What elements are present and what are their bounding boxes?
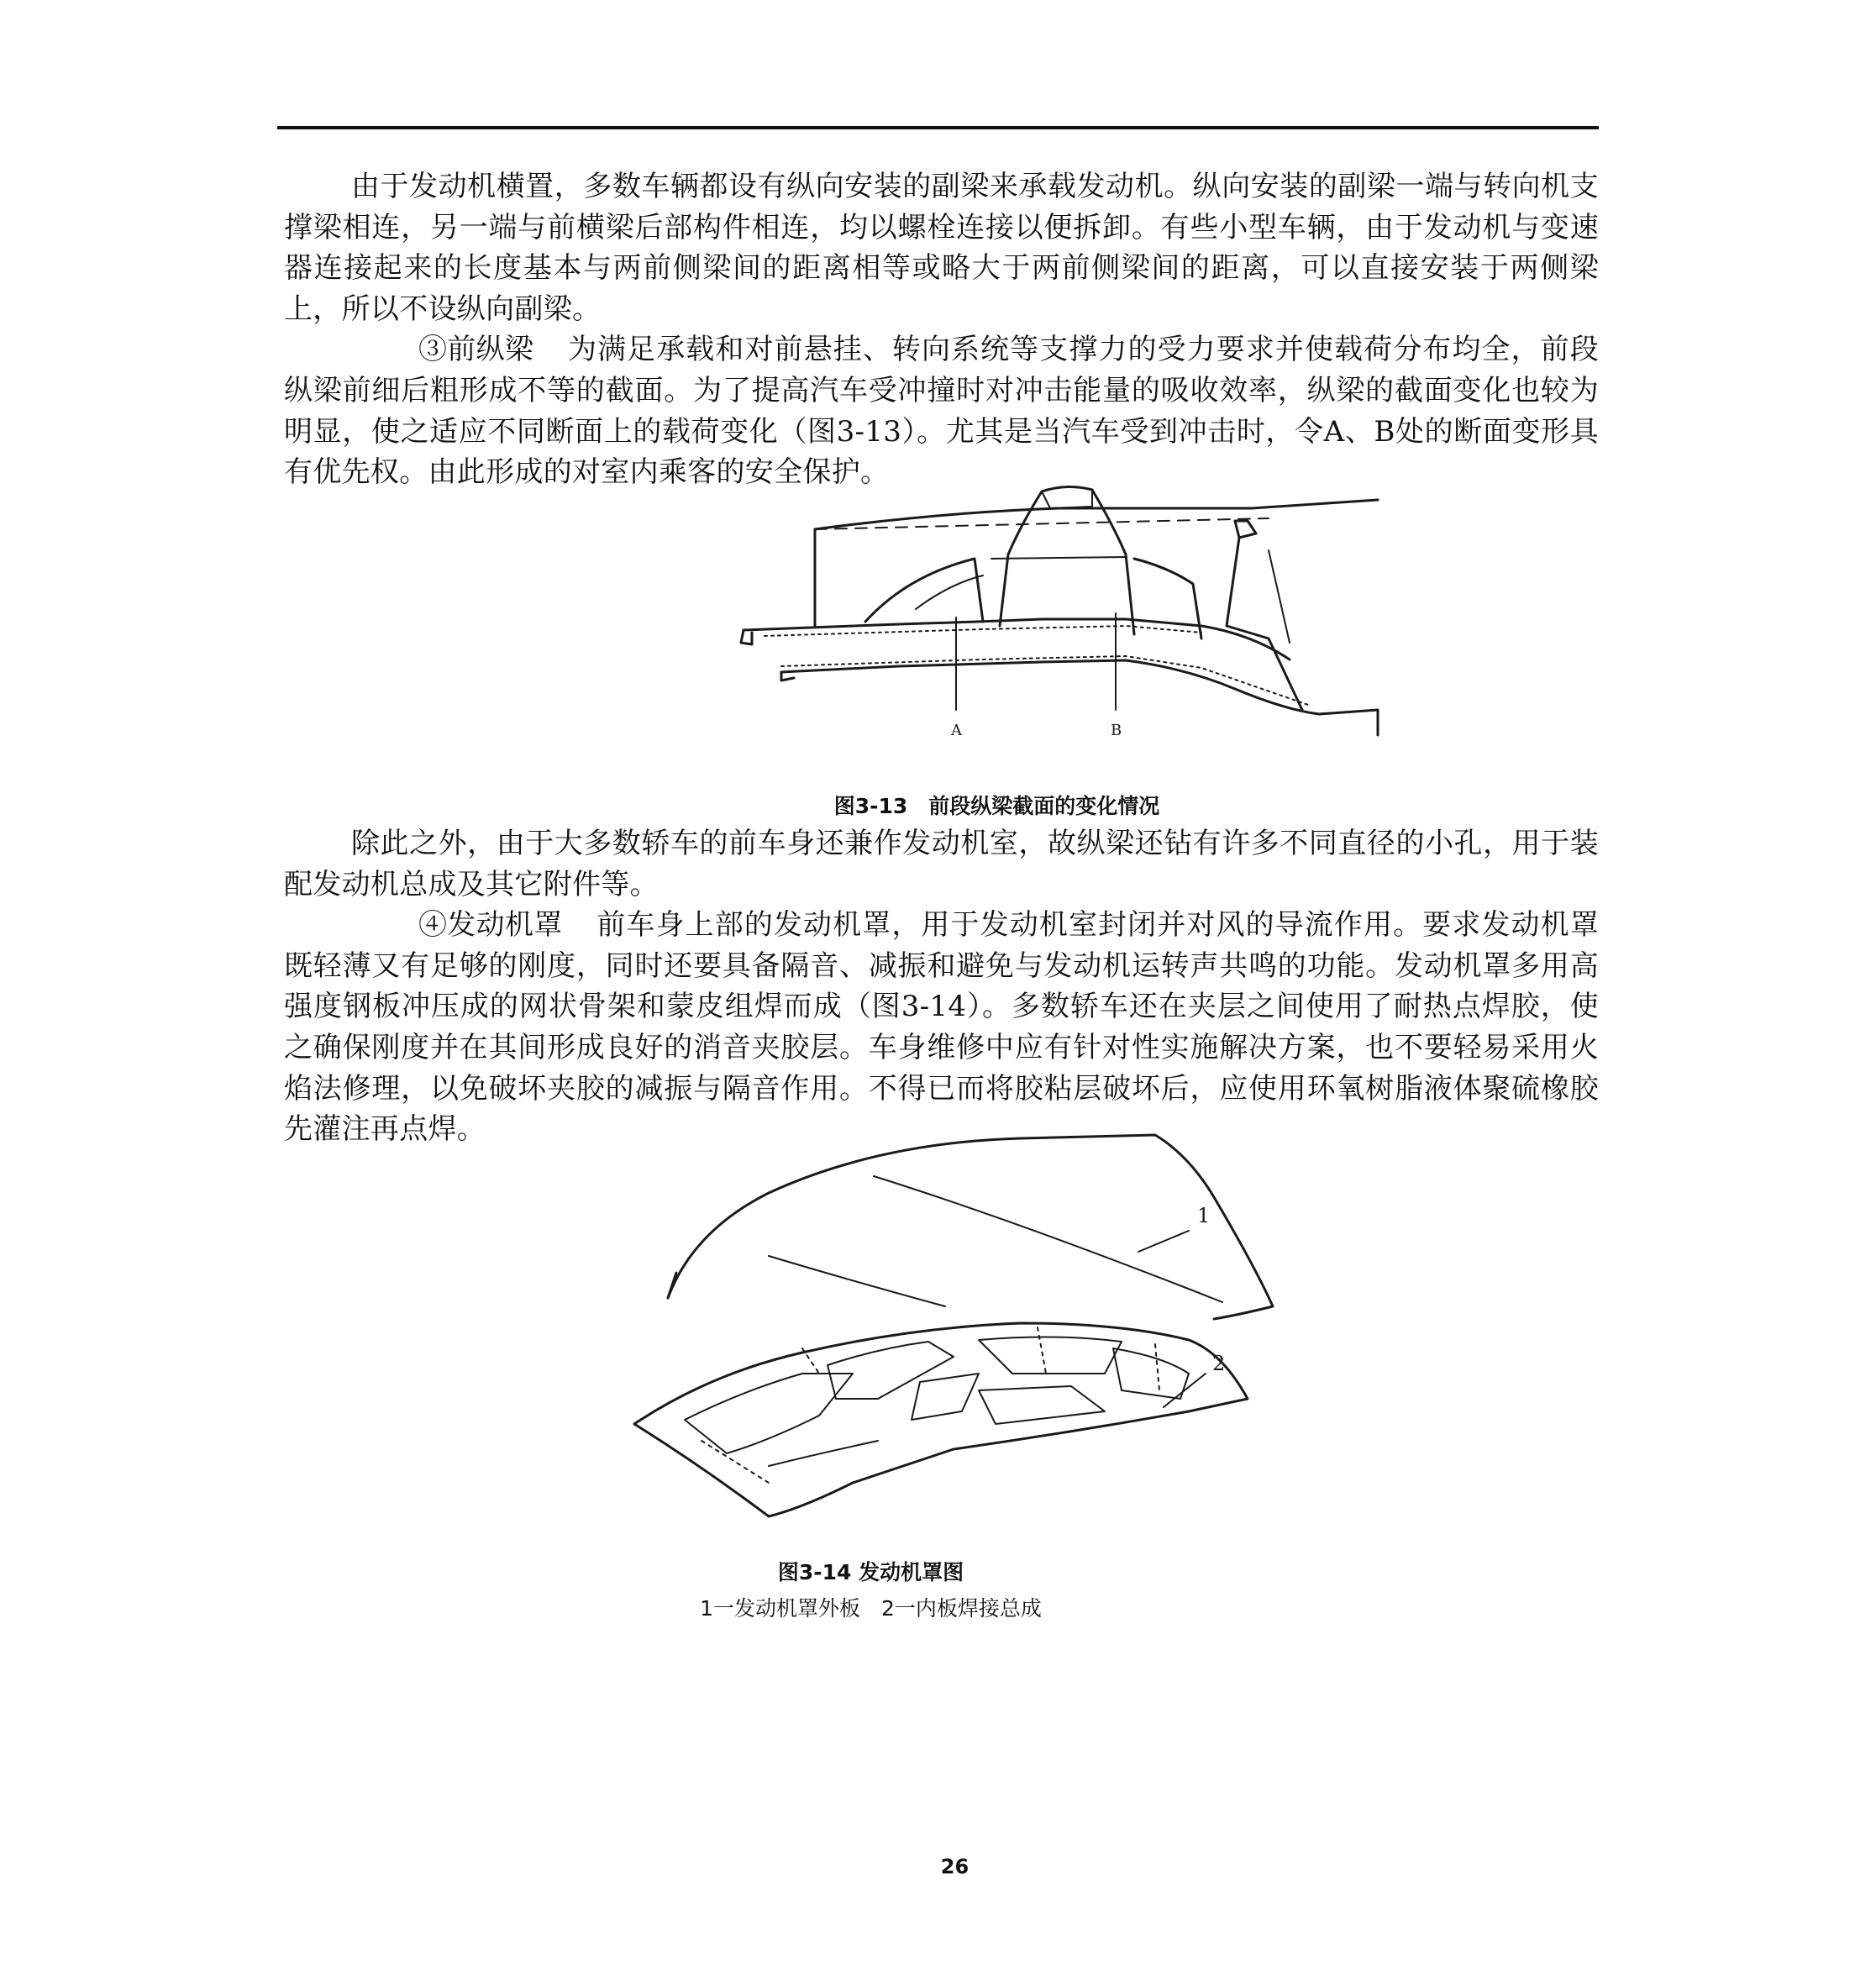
figure-caption-3-13: 图3-13 前段纵梁截面的变化情况 [833,794,1160,818]
paragraph-subframe: 由于发动机横置，多数车辆都设有纵向安装的副梁来承载发动机。纵向安装的副梁一端与转向机支撑梁相连，另一端与前横梁后部构件相连，均以螺栓连接以便拆卸。有些小型车辆，由于发动机与变速器连接起来的长度基本与两前侧梁间的距离相等或略大于两前侧梁间的距离，可以直接安装于两侧梁上，所以不设纵向副梁。 [284,170,1599,326]
section-heading-hood: ④发动机罩 [418,908,563,943]
section-heading-front-rail: ③前纵梁 [418,333,534,367]
section-label-a: A [951,722,962,739]
section-label-b: B [1111,722,1122,739]
figure-hood [601,1122,1332,1537]
paragraph-hood [284,905,1599,1150]
text-block-lower [284,823,1599,1150]
paragraph-rail-holes: 除此之外，由于大多数轿车的前车身还兼作发动机室，故纵梁还钻有许多不同直径的小孔，用于装配发动机总成及其它附件等。 [284,827,1599,901]
section-body-hood: 前车身上部的发动机罩，用于发动机室封闭并对风的导流作用。要求发动机罩既轻薄又有足够的刚度，同时还要具备隔音、减振和避免与发动机运转声共鸣的功能。发动机罩多用高强度钢板冲压成的网状骨架和蒙皮组焊而成（图3-14）。多数轿车还在夹层之间使用了耐热点焊胶，使之确保刚度并在其间形成良好的消音夹胶层。车身维修中应有针对性实施解决方案，也不要轻易采用火焰法修理，以免破坏夹胶的减振与隔音作用。不得已而将胶粘层破坏后，应使用环氧树脂液体聚硫橡胶先灌注再点焊。 [284,908,1599,1147]
text-block-upper [284,166,1599,493]
part-label-1: 1 [1197,1204,1211,1227]
section-body-front-rail: 为满足承载和对前悬挂、转向系统等支撑力的受力要求并使载荷分布均全，前段纵梁前细后粗形成不等的截面。为了提高汽车受冲撞时对冲击能量的吸收效率，纵梁的截面变化也较为明显，使之适应不同断面上的载荷变化（图3-13）。尤其是当汽车受到冲击时，令A、B处的断面变形具有优先权。由此形成的对室内乘客的安全保护。 [284,333,1599,490]
header-rule [277,126,1599,129]
page-number: 26 [940,1855,970,1878]
hood-drawing [601,1122,1332,1537]
front-rail-drawing [731,458,1420,764]
part-label-2: 2 [1212,1352,1226,1375]
figure-caption-3-14: 图3-14 发动机罩图 [777,1560,964,1584]
figure-legend-3-14: 1一发动机罩外板 2一内板焊接总成 [700,1596,1042,1621]
figure-front-rail [731,458,1420,764]
